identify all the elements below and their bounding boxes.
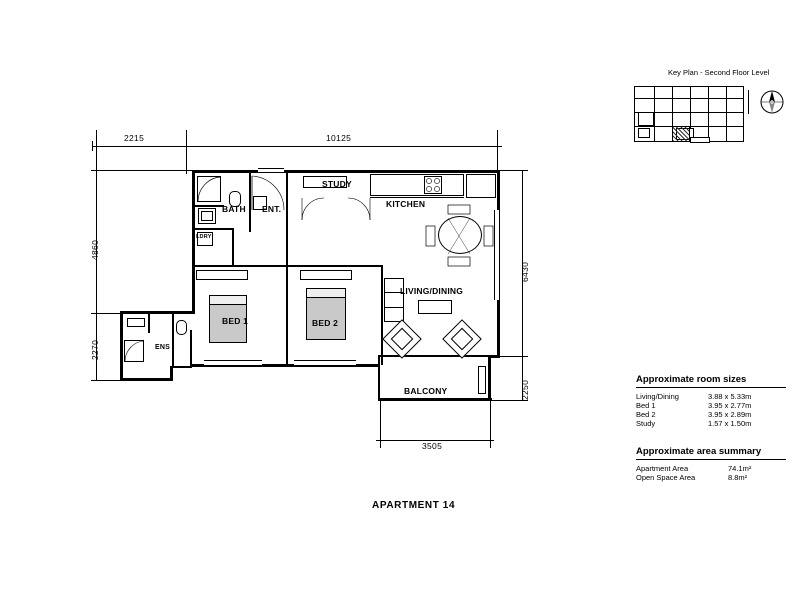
area-summary-value: 74.1m² <box>728 464 752 473</box>
key-plan-highlight <box>672 126 690 142</box>
room-size-label: Bed 2 <box>636 410 656 419</box>
window-living <box>494 210 500 300</box>
ens-shower-arc-icon <box>124 340 145 363</box>
right-dimension-line <box>522 170 523 400</box>
key-plan-title: Key Plan - Second Floor Level <box>668 68 770 77</box>
dimension-left-upper: 4860 <box>90 239 100 260</box>
room-size-row <box>636 410 786 419</box>
window-bed2 <box>294 360 356 366</box>
shower-arc-icon <box>197 176 222 203</box>
room-size-value: 1.57 x 1.50m <box>708 419 752 428</box>
room-label-ensuite: ENS <box>155 344 170 351</box>
wardrobe-bed1 <box>196 270 248 280</box>
ens-toilet <box>176 320 187 335</box>
tv-unit <box>384 278 404 322</box>
area-summary-label: Apartment Area <box>636 464 689 473</box>
room-label-bath: BATH <box>222 204 246 214</box>
room-size-value: 3.95 x 2.89m <box>708 410 752 419</box>
ens-basin <box>127 318 145 327</box>
room-label-laundry: LDRY <box>196 234 212 240</box>
room-label-entry: ENT. <box>262 204 282 214</box>
dimension-top-left: 2215 <box>124 133 145 143</box>
exterior-wall-ens-left <box>120 311 123 381</box>
exterior-wall-ens-bottom <box>120 378 172 381</box>
info-panel <box>636 374 786 482</box>
fridge <box>466 174 496 198</box>
key-plan <box>632 82 752 148</box>
wardrobe-bed2 <box>300 270 352 280</box>
room-label-bed-2: BED 2 <box>312 318 339 328</box>
room-label-kitchen: KITCHEN <box>386 199 426 209</box>
compass-icon <box>758 88 786 116</box>
dimension-right-lower: 2250 <box>520 379 530 400</box>
room-size-row <box>636 392 786 401</box>
apartment-title: APARTMENT 14 <box>372 500 456 511</box>
area-summary-row <box>636 464 786 473</box>
dining-chairs-icon <box>424 204 496 268</box>
area-summary-heading: Approximate area summary <box>636 446 762 457</box>
dimension-left-lower: 2270 <box>90 339 100 360</box>
room-size-value: 3.95 x 2.77m <box>708 401 752 410</box>
room-size-row <box>636 401 786 410</box>
study-door-swings-icon <box>300 196 372 222</box>
balcony-rail <box>478 366 486 394</box>
room-size-label: Living/Dining <box>636 392 679 401</box>
kitchen-bench <box>370 174 464 196</box>
top-dimension-line <box>92 146 502 147</box>
entry-door <box>258 168 284 173</box>
room-size-label: Study <box>636 419 656 428</box>
exterior-wall-ens-top <box>120 311 195 314</box>
room-size-value: 3.88 x 5.33m <box>708 392 752 401</box>
area-summary-row <box>636 473 786 482</box>
room-label-balcony: BALCONY <box>404 386 448 396</box>
room-label-study: STUDY <box>322 179 352 189</box>
dimension-bottom: 3505 <box>422 441 443 451</box>
cooktop-burners-icon <box>424 176 443 195</box>
room-label-bed-1: BED 1 <box>222 316 249 326</box>
window-bed1 <box>204 360 262 366</box>
room-size-row <box>636 419 786 428</box>
room-sizes-heading: Approximate room sizes <box>636 374 747 385</box>
sofa <box>418 300 452 314</box>
exterior-wall-left-upper <box>192 170 195 313</box>
exterior-wall-top <box>192 170 500 173</box>
area-summary-value: 8.8m² <box>728 473 748 482</box>
dimension-top-right: 10125 <box>326 133 352 143</box>
area-summary-label: Open Space Area <box>636 473 696 482</box>
room-label-living-dining: LIVING/DINING <box>400 286 464 296</box>
room-size-label: Bed 1 <box>636 401 656 410</box>
dimension-right-upper: 6430 <box>520 261 530 282</box>
